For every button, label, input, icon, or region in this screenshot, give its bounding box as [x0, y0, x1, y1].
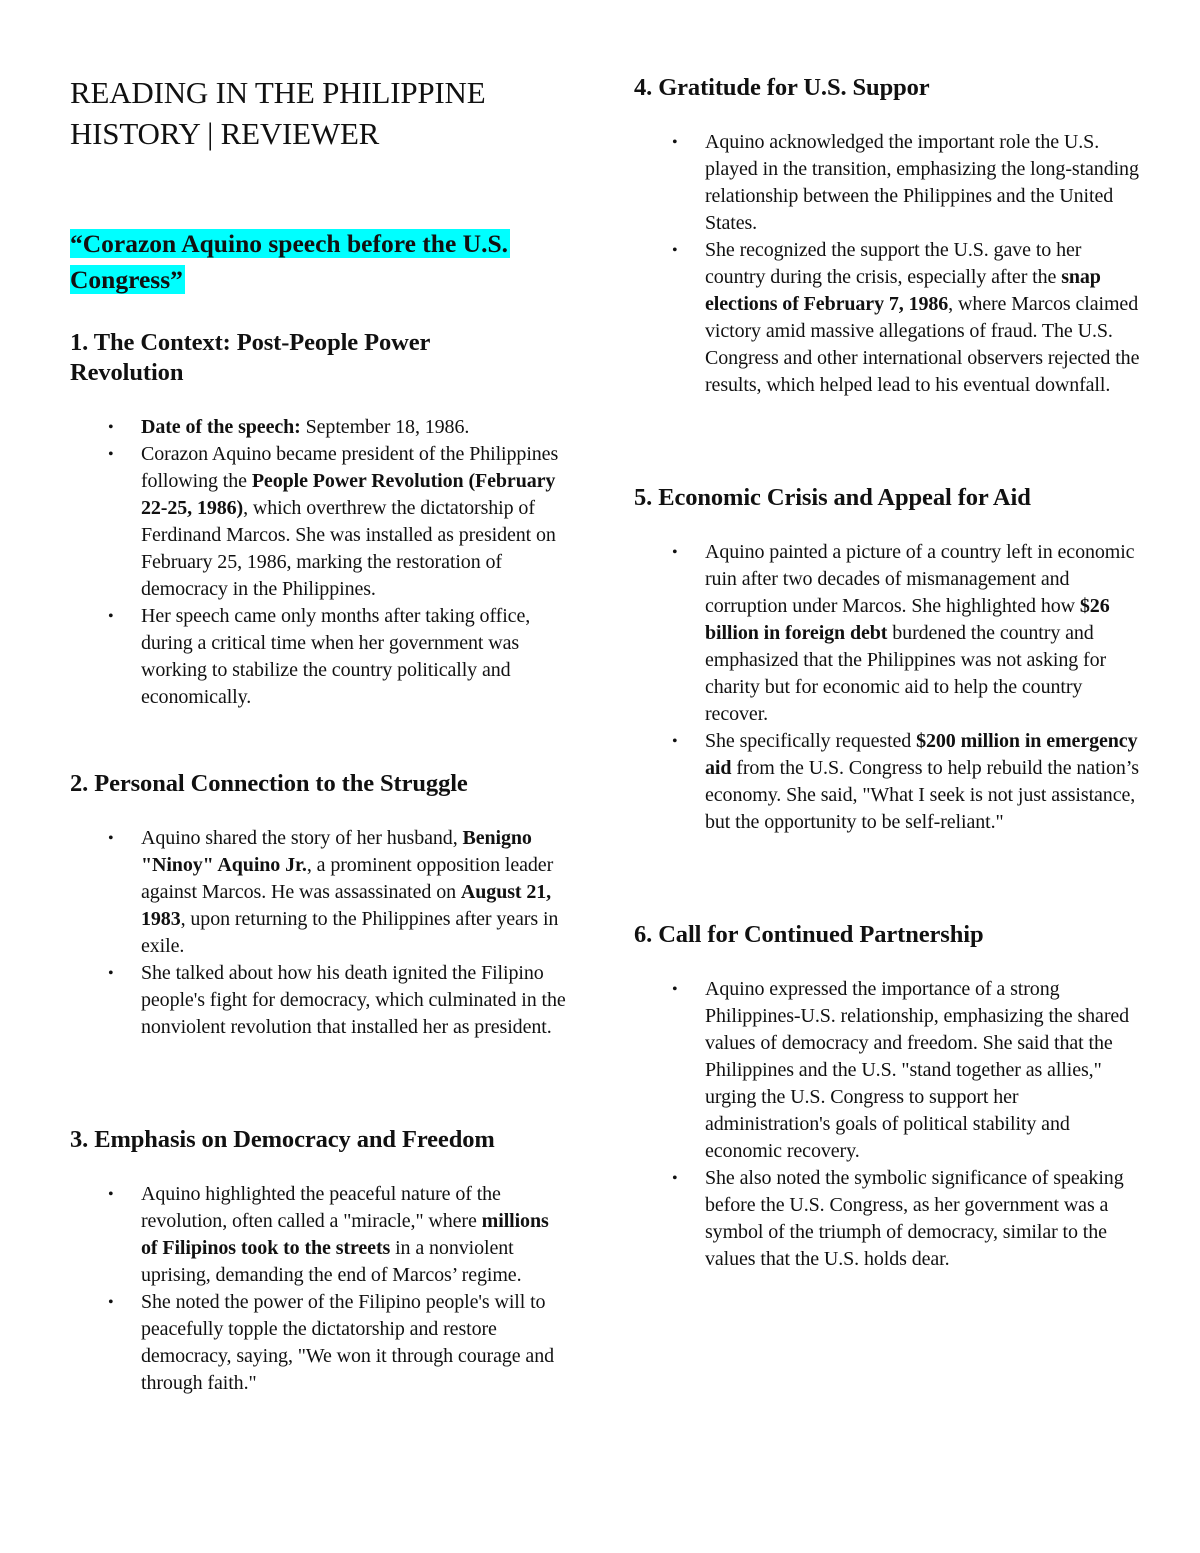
list-item	[634, 976, 1144, 1165]
section-democracy-freedom	[70, 1125, 570, 1397]
section-heading: 1. The Context: Post-People Power Revolution	[70, 329, 430, 386]
bullet-list	[634, 539, 1144, 836]
body-text: Aquino painted a picture of a country left in economic ruin after two decades of mismanagement and corruption under Marcos. She highlighted how	[705, 541, 1135, 617]
list-item	[634, 129, 1144, 237]
bold-text: snap elections of February 7, 1986	[705, 266, 1101, 315]
list-item	[70, 441, 570, 603]
section-context	[70, 328, 570, 711]
body-text: burdened the country and emphasized that the Philippines was not asking for charity but for economic aid to help the country recover.	[705, 622, 1107, 725]
list-item	[634, 237, 1144, 399]
body-text: from the U.S. Congress to help rebuild the nation’s economy. She said, "What I seek is not just assistance, but the opportunity to be self-reliant."	[705, 757, 1139, 833]
bold-text: Date of the speech:	[141, 416, 301, 438]
list-item	[70, 414, 570, 441]
bullet-icon: •	[108, 1186, 114, 1203]
document-title	[70, 72, 485, 154]
bullet-list	[70, 825, 570, 1041]
bold-text: millions of Filipinos took to the streets	[141, 1210, 549, 1259]
body-text: in a nonviolent uprising, demanding the end of Marcos’ regime.	[141, 1237, 522, 1286]
body-text: , where Marcos claimed victory amid massive allegations of fraud. The U.S. Congress and other international observers rejected the results, which helped lead to his eventual downfall.	[705, 293, 1140, 396]
section-heading: 4. Gratitude for U.S. Suppor	[634, 74, 930, 101]
body-text: Aquino shared the story of her husband,	[141, 827, 463, 849]
body-text: She specifically requested	[705, 730, 917, 752]
bullet-icon: •	[108, 830, 114, 847]
body-text: Aquino expressed the importance of a strong Philippines-U.S. relationship, emphasizing the shared values of democracy and freedom. She said that the Philippines and the U.S. "stand together as allies," urging the U.S. Congress to support her administration's goals of political stability and economic recovery.	[705, 978, 1130, 1162]
bullet-icon: •	[672, 733, 678, 750]
bullet-list	[70, 1181, 570, 1397]
body-text: Aquino highlighted the peaceful nature of the revolution, often called a "miracle," where	[141, 1183, 501, 1232]
section-heading: 5. Economic Crisis and Appeal for Aid	[634, 484, 1031, 511]
body-text: , upon returning to the Philippines after years in exile.	[141, 908, 559, 957]
section-heading: 6. Call for Continued Partnership	[634, 921, 984, 948]
list-item	[70, 825, 570, 960]
section-partnership	[634, 920, 1144, 1273]
bullet-icon: •	[672, 981, 678, 998]
section-gratitude	[634, 73, 1144, 399]
list-item	[70, 1289, 570, 1397]
body-text: Her speech came only months after taking office, during a critical time when her government was working to stabilize the country politically and economically.	[141, 605, 531, 708]
bold-text: $26 billion in foreign debt	[705, 595, 1110, 644]
bullet-list	[70, 414, 570, 711]
bullet-icon: •	[108, 965, 114, 982]
body-text: , a prominent opposition leader against Marcos. He was assassinated on	[141, 854, 554, 903]
list-item	[70, 1181, 570, 1289]
list-item	[634, 1165, 1144, 1273]
body-text: She talked about how his death ignited the Filipino people's fight for democracy, which culminated in the nonviolent revolution that installed her as president.	[141, 962, 566, 1038]
highlighted-subtitle: “Corazon Aquino speech before the U.S. Congress”	[70, 229, 508, 294]
bold-text: $200 million in emergency aid	[705, 730, 1138, 779]
bullet-icon: •	[108, 419, 114, 436]
bullet-icon: •	[672, 1170, 678, 1187]
section-economic-crisis	[634, 483, 1144, 836]
section-heading: 2. Personal Connection to the Struggle	[70, 770, 468, 797]
list-item	[634, 728, 1144, 836]
section-personal-connection	[70, 769, 570, 1041]
bullet-icon: •	[672, 134, 678, 151]
body-text: , which overthrew the dictatorship of Ferdinand Marcos. She was installed as president on February 25, 1986, marking the restoration of democracy in the Philippines.	[141, 497, 556, 600]
bullet-icon: •	[108, 1294, 114, 1311]
body-text: Corazon Aquino became president of the Philippines following the	[141, 443, 559, 492]
bold-text: Benigno "Ninoy" Aquino Jr.	[141, 827, 532, 876]
list-item	[634, 539, 1144, 728]
bullet-icon: •	[108, 446, 114, 463]
list-item	[70, 960, 570, 1041]
body-text: Aquino acknowledged the important role the U.S. played in the transition, emphasizing the long-standing relationship between the Philippines and the United States.	[705, 131, 1139, 234]
body-text: She also noted the symbolic significance of speaking before the U.S. Congress, as her government was a symbol of the triumph of democracy, similar to the values that the U.S. holds dear.	[705, 1167, 1124, 1270]
title-line-2: HISTORY | REVIEWER	[70, 116, 380, 151]
bold-text: People Power Revolution (February 22-25, 1986)	[141, 470, 556, 519]
bullet-icon: •	[672, 242, 678, 259]
document-subtitle	[70, 226, 550, 298]
body-text: She recognized the support the U.S. gave to her country during the crisis, especially after the	[705, 239, 1082, 288]
list-item	[70, 603, 570, 711]
title-line-1: READING IN THE PHILIPPINE	[70, 75, 486, 110]
bullet-icon: •	[108, 608, 114, 625]
body-text: She noted the power of the Filipino people's will to peacefully topple the dictatorship and restore democracy, saying, "We won it through courage and through faith."	[141, 1291, 555, 1394]
section-heading: 3. Emphasis on Democracy and Freedom	[70, 1126, 495, 1153]
bullet-list	[634, 129, 1144, 399]
body-text: September 18, 1986.	[300, 416, 470, 438]
bullet-list	[634, 976, 1144, 1273]
bold-text: August 21, 1983	[141, 881, 552, 930]
bullet-icon: •	[672, 544, 678, 561]
